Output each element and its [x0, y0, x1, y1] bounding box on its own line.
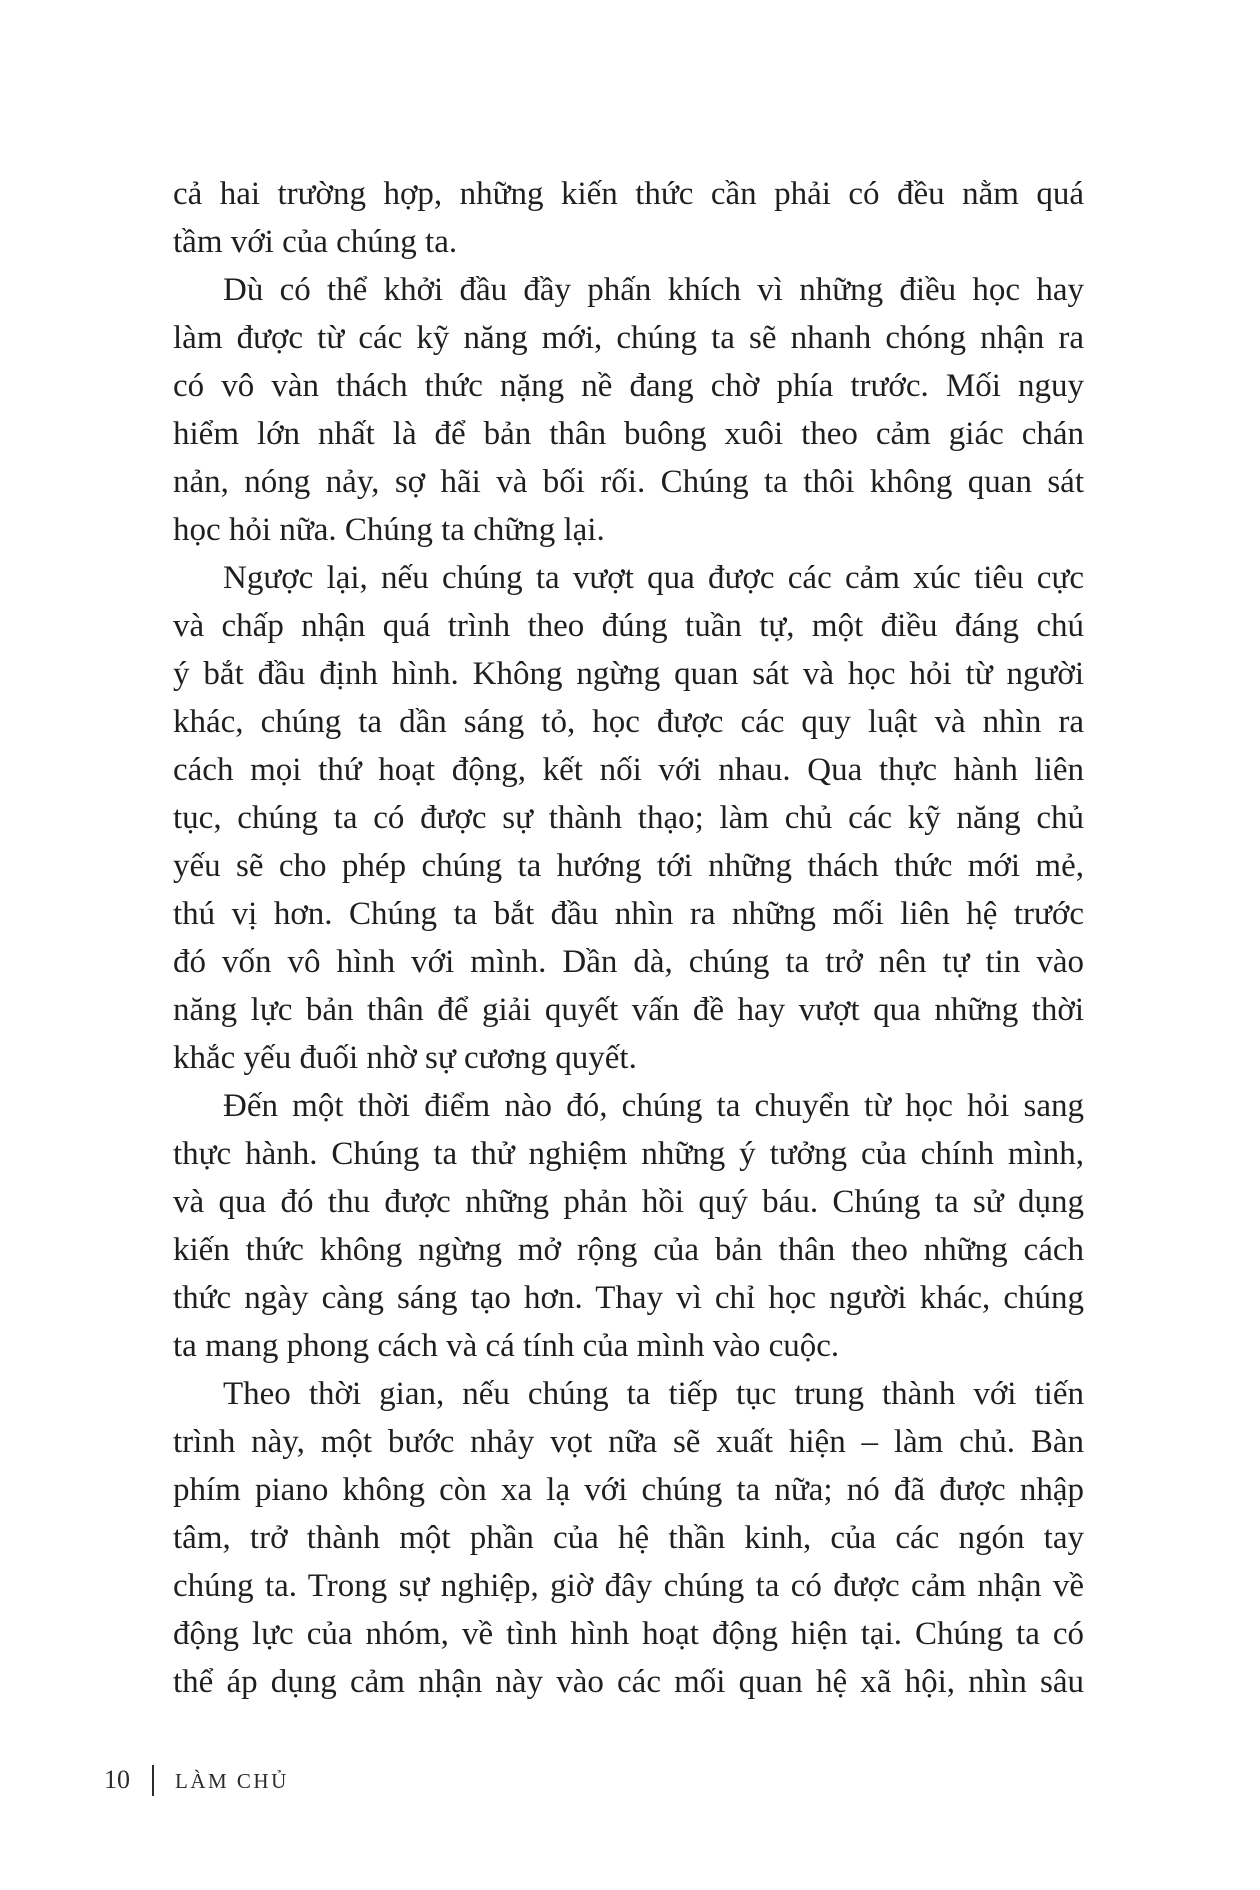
text-line: khắc yếu đuối nhờ sự cương quyết. [173, 1040, 637, 1076]
text-line: Ngược lại, nếu chúng ta vượt qua được các cảm xúc tiêu cực [223, 560, 1084, 596]
text-line: thực hành. Chúng ta thử nghiệm những ý tưởng của chính mình, [173, 1136, 1084, 1172]
text-line: Theo thời gian, nếu chúng ta tiếp tục trung thành với tiến [223, 1376, 1084, 1412]
text-line: thú vị hơn. Chúng ta bắt đầu nhìn ra những mối liên hệ trước [173, 896, 1084, 932]
text-line: có vô vàn thách thức nặng nề đang chờ phía trước. Mối nguy [173, 368, 1084, 404]
text-line: kiến thức không ngừng mở rộng của bản thân theo những cách [173, 1232, 1084, 1268]
text-line: yếu sẽ cho phép chúng ta hướng tới những thách thức mới mẻ, [173, 848, 1084, 884]
text-line: Đến một thời điểm nào đó, chúng ta chuyển từ học hỏi sang [223, 1088, 1084, 1124]
text-line: cả hai trường hợp, những kiến thức cần phải có đều nằm quá [173, 176, 1084, 212]
page-body [173, 170, 1084, 1706]
text-line: tầm với của chúng ta. [173, 224, 458, 260]
text-line: tâm, trở thành một phần của hệ thần kinh, của các ngón tay [173, 1520, 1084, 1556]
footer-separator [152, 1765, 154, 1796]
text-line: tục, chúng ta có được sự thành thạo; làm chủ các kỹ năng chủ [173, 800, 1084, 836]
text-line: phím piano không còn xa lạ với chúng ta nữa; nó đã được nhập [173, 1472, 1084, 1508]
text-line: nản, nóng nảy, sợ hãi và bối rối. Chúng ta thôi không quan sát [173, 464, 1084, 500]
text-line: thức ngày càng sáng tạo hơn. Thay vì chỉ học người khác, chúng [173, 1280, 1084, 1316]
text-line: trình này, một bước nhảy vọt nữa sẽ xuất hiện – làm chủ. Bàn [173, 1424, 1084, 1460]
text-line: hiểm lớn nhất là để bản thân buông xuôi theo cảm giác chán [173, 416, 1084, 452]
text-line: làm được từ các kỹ năng mới, chúng ta sẽ nhanh chóng nhận ra [173, 320, 1084, 356]
text-line: ta mang phong cách và cá tính của mình vào cuộc. [173, 1328, 840, 1364]
page-footer [104, 1762, 289, 1798]
text-line: ý bắt đầu định hình. Không ngừng quan sát và học hỏi từ người [173, 656, 1084, 692]
text-line: đó vốn vô hình với mình. Dần dà, chúng ta trở nên tự tin vào [173, 944, 1084, 980]
text-line: học hỏi nữa. Chúng ta chững lại. [173, 512, 605, 548]
text-line: khác, chúng ta dần sáng tỏ, học được các quy luật và nhìn ra [173, 704, 1084, 740]
text-line: và chấp nhận quá trình theo đúng tuần tự, một điều đáng chú [173, 608, 1084, 644]
page-number: 10 [104, 1765, 130, 1794]
text-line: thể áp dụng cảm nhận này vào các mối quan hệ xã hội, nhìn sâu [173, 1664, 1084, 1700]
text-line: động lực của nhóm, về tình hình hoạt động hiện tại. Chúng ta có [173, 1616, 1084, 1652]
text-line: cách mọi thứ hoạt động, kết nối với nhau. Qua thực hành liên [173, 752, 1084, 788]
text-line: và qua đó thu được những phản hồi quý báu. Chúng ta sử dụng [173, 1184, 1084, 1220]
text-line: Dù có thể khởi đầu đầy phấn khích vì những điều học hay [223, 272, 1084, 308]
running-title: LÀM CHỦ [175, 1769, 289, 1793]
text-line: năng lực bản thân để giải quyết vấn đề hay vượt qua những thời [173, 992, 1084, 1028]
text-line: chúng ta. Trong sự nghiệp, giờ đây chúng ta có được cảm nhận về [173, 1568, 1084, 1604]
